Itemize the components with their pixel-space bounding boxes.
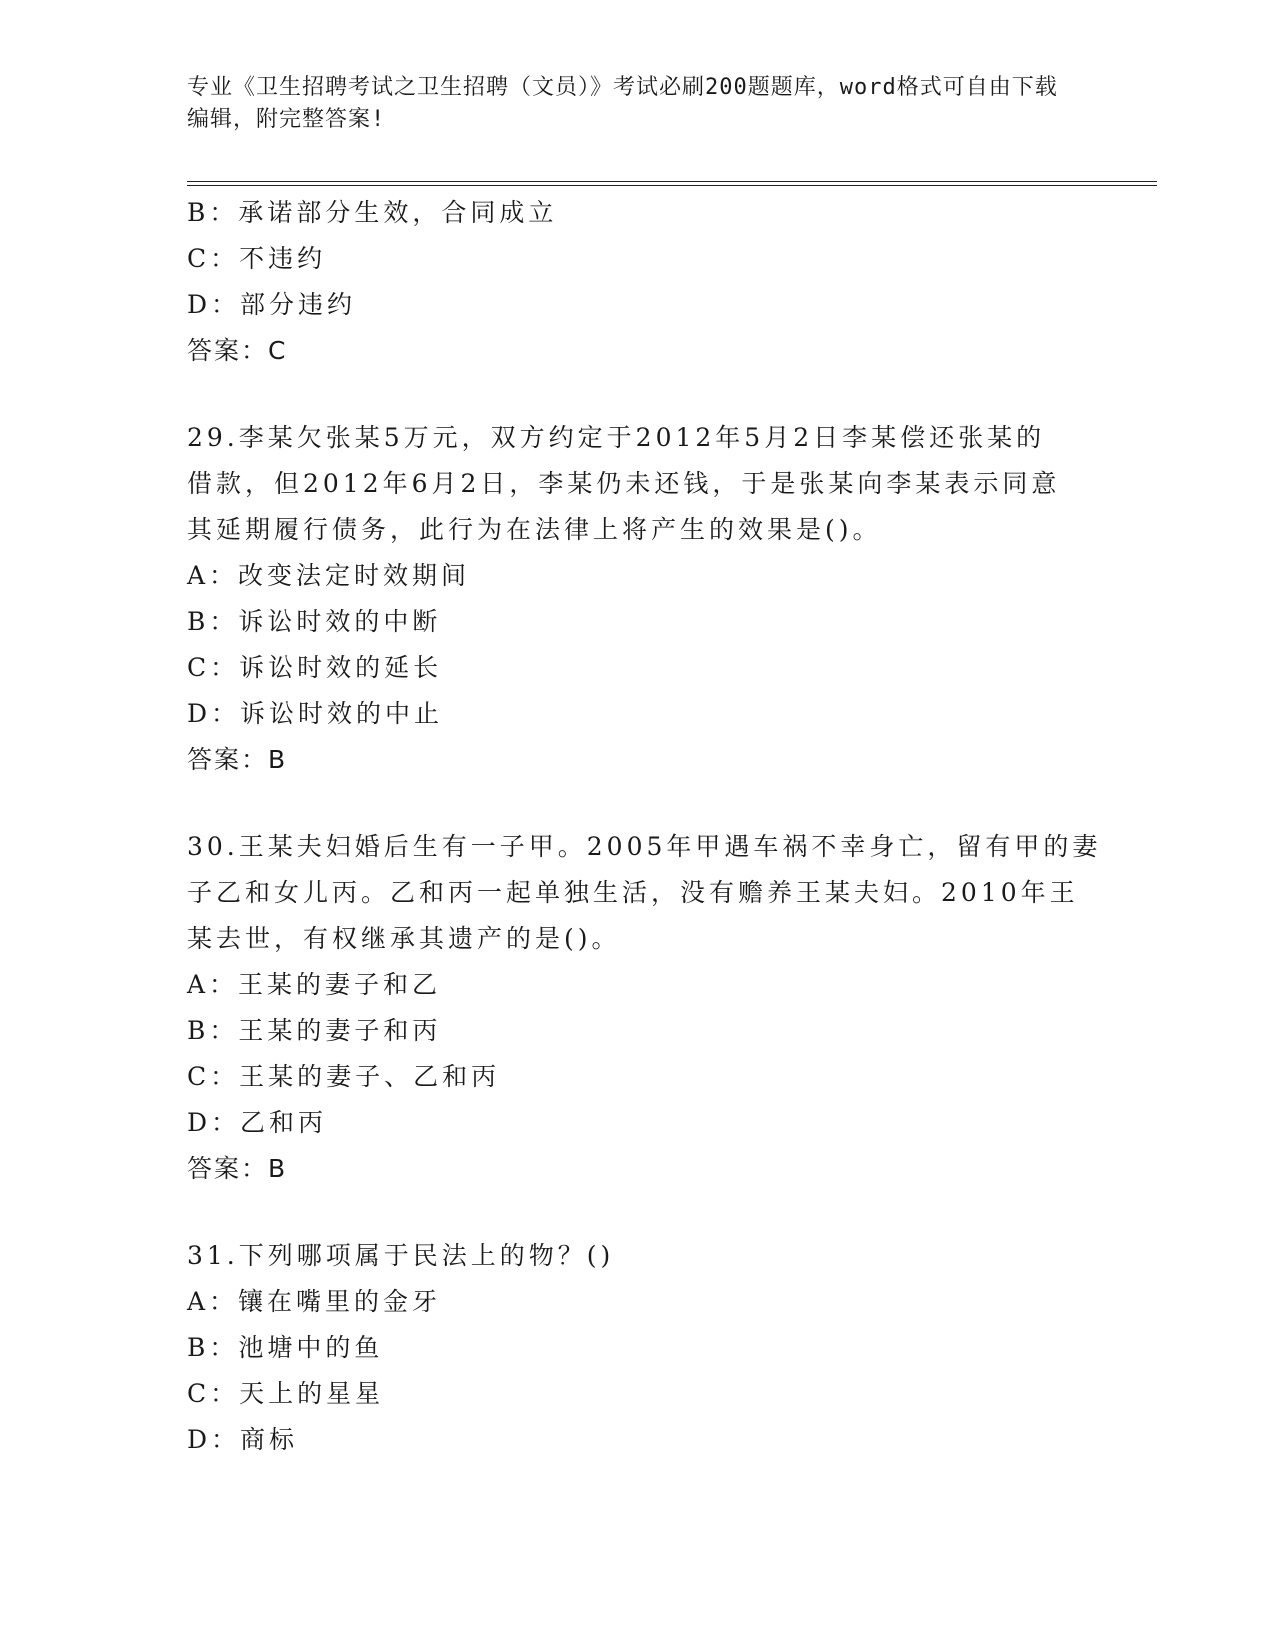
question-29 [187, 415, 1157, 783]
question-28-continued [187, 190, 1157, 374]
option-d: D：诉讼时效的中止 [187, 699, 444, 728]
question-text-line: 31.下列哪项属于民法上的物？() [187, 1241, 615, 1270]
answer: 答案：B [187, 1154, 288, 1183]
document-page [187, 72, 1157, 1463]
option-a: A：改变法定时效期间 [187, 561, 471, 590]
header-divider [187, 181, 1157, 186]
option-d: D：部分违约 [187, 290, 357, 319]
option-b: B：王某的妻子和丙 [187, 1016, 442, 1045]
option-b: B：池塘中的鱼 [187, 1333, 384, 1362]
question-text-line: 某去世，有权继承其遗产的是()。 [187, 924, 621, 953]
question-text-line: 其延期履行债务，此行为在法律上将产生的效果是()。 [187, 515, 882, 544]
answer: 答案：B [187, 745, 288, 774]
question-text-line: 子乙和女儿丙。乙和丙一起单独生活，没有赡养王某夫妇。2010年王 [187, 878, 1079, 907]
option-d: D：乙和丙 [187, 1108, 328, 1137]
option-b: B：诉讼时效的中断 [187, 607, 442, 636]
question-31 [187, 1233, 1157, 1463]
option-d: D：商标 [187, 1425, 299, 1454]
answer: 答案：C [187, 336, 288, 365]
option-c: C：天上的星星 [187, 1379, 385, 1408]
option-c: C：不违约 [187, 244, 327, 273]
question-text-line: 29.李某欠张某5万元，双方约定于2012年5月2日李某偿还张某的 [187, 423, 1046, 452]
question-text-line: 借款，但2012年6月2日，李某仍未还钱，于是张某向李某表示同意 [187, 469, 1061, 498]
option-a: A：镶在嘴里的金牙 [187, 1287, 442, 1316]
option-c: C：王某的妻子、乙和丙 [187, 1062, 501, 1091]
question-text-line: 30.王某夫妇婚后生有一子甲。2005年甲遇车祸不幸身亡，留有甲的妻 [187, 832, 1102, 861]
option-a: A：王某的妻子和乙 [187, 970, 442, 999]
option-b: B：承诺部分生效，合同成立 [187, 198, 558, 227]
document-header: 专业《卫生招聘考试之卫生招聘（文员）》考试必刷200题题库，word格式可自由下载编辑，附完整答案! [187, 75, 1058, 132]
option-c: C：诉讼时效的延长 [187, 653, 443, 682]
question-30 [187, 824, 1157, 1192]
